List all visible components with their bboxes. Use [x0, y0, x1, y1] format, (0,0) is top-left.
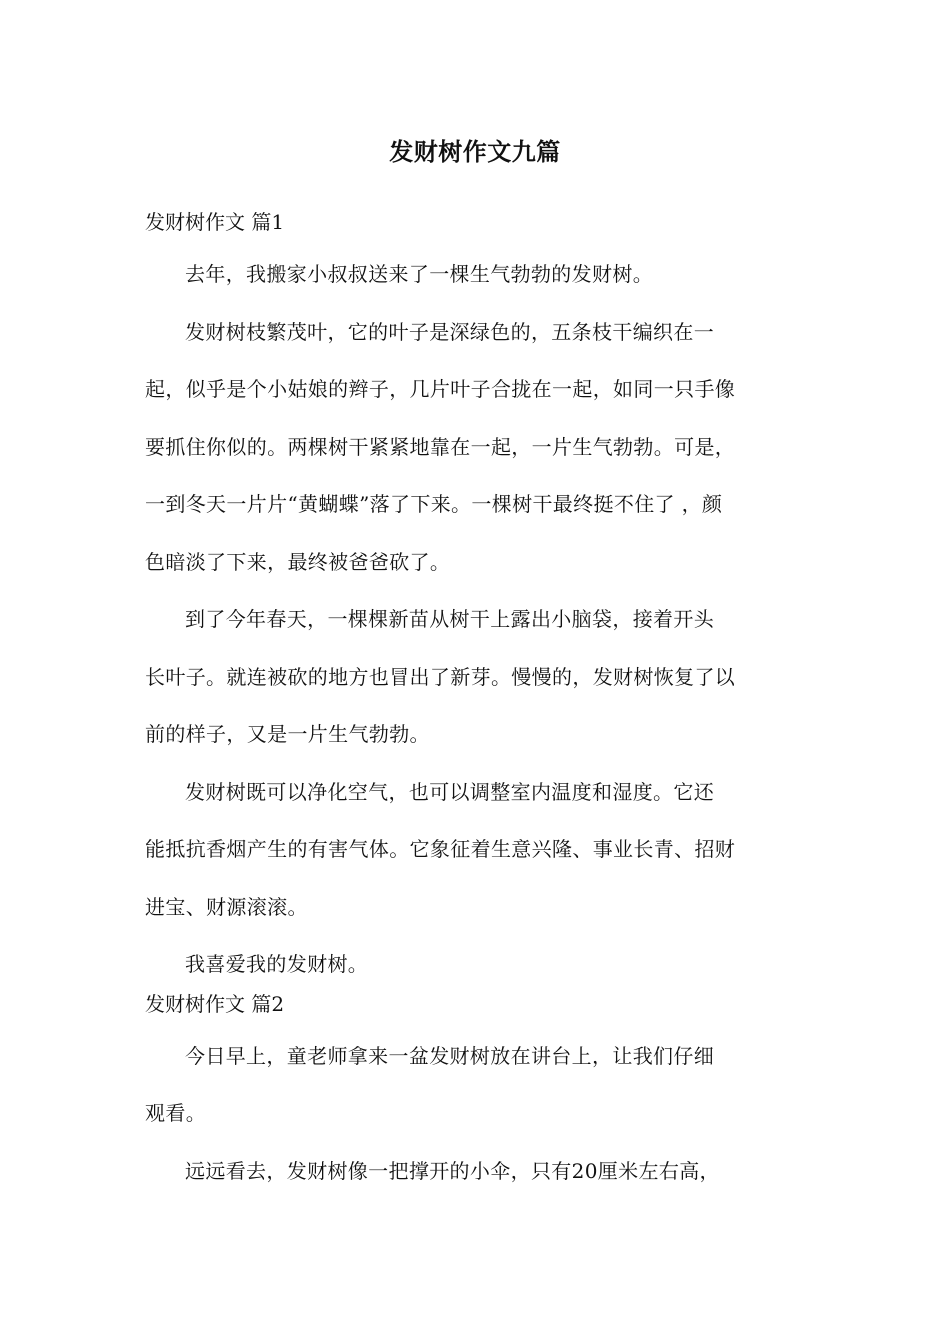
- text-line: 观看。: [145, 1101, 207, 1125]
- text-line: 长叶子。就连被砍的地方也冒出了新芽。慢慢的，发财树恢复了以: [145, 664, 736, 689]
- text-line: 起，似乎是个小姑娘的辫子，几片叶子合拢在一起，如同一只手像: [145, 377, 736, 401]
- paragraph: [145, 764, 807, 937]
- section-heading-2: 发财树作文 篇2: [145, 991, 285, 1016]
- paragraph: [145, 304, 807, 592]
- section-heading-1: 发财树作文 篇1: [145, 210, 285, 234]
- text-line: 能抵抗香烟产生的有害气体。它象征着生意兴隆、事业长青、招财: [145, 837, 736, 861]
- text-line: 发财树既可以净化空气，也可以调整室内温度和湿度。它还: [185, 779, 715, 804]
- text-line: 一到冬天一片片“黄蝴蝶”落了下来。一棵树干最终挺不住了 ，颜: [145, 492, 723, 516]
- document-body: [145, 204, 807, 1200]
- text-line: 色暗淡了下来，最终被爸爸砍了。: [145, 549, 451, 574]
- paragraph: [145, 1028, 807, 1143]
- text-line: 前的样子，又是一片生气勃勃。: [145, 722, 430, 746]
- paragraph: [145, 591, 807, 764]
- text-line: 我喜爱我的发财树。: [185, 952, 369, 976]
- text-line: 到了今年春天，一棵棵新苗从树干上露出小脑袋，接着开头: [185, 607, 715, 631]
- paragraph: [145, 246, 807, 304]
- text-line: 今日早上，童老师拿来一盆发财树放在讲台上，让我们仔细: [185, 1043, 715, 1068]
- paragraph: [145, 1143, 807, 1201]
- document-title: 发财树作文九篇: [389, 137, 561, 166]
- text-line: 发财树枝繁茂叶，它的叶子是深绿色的，五条枝干编织在一: [185, 319, 715, 344]
- text-line: 进宝、财源滚滚。: [145, 894, 308, 919]
- text-line: 去年，我搬家小叔叔送来了一棵生气勃勃的发财树。: [185, 262, 654, 286]
- text-line: 要抓住你似的。两棵树干紧紧地靠在一起，一片生气勃勃。可是，: [145, 434, 736, 459]
- text-line: 远远看去，发财树像一把撑开的小伞，只有20厘米左右高，: [185, 1158, 720, 1183]
